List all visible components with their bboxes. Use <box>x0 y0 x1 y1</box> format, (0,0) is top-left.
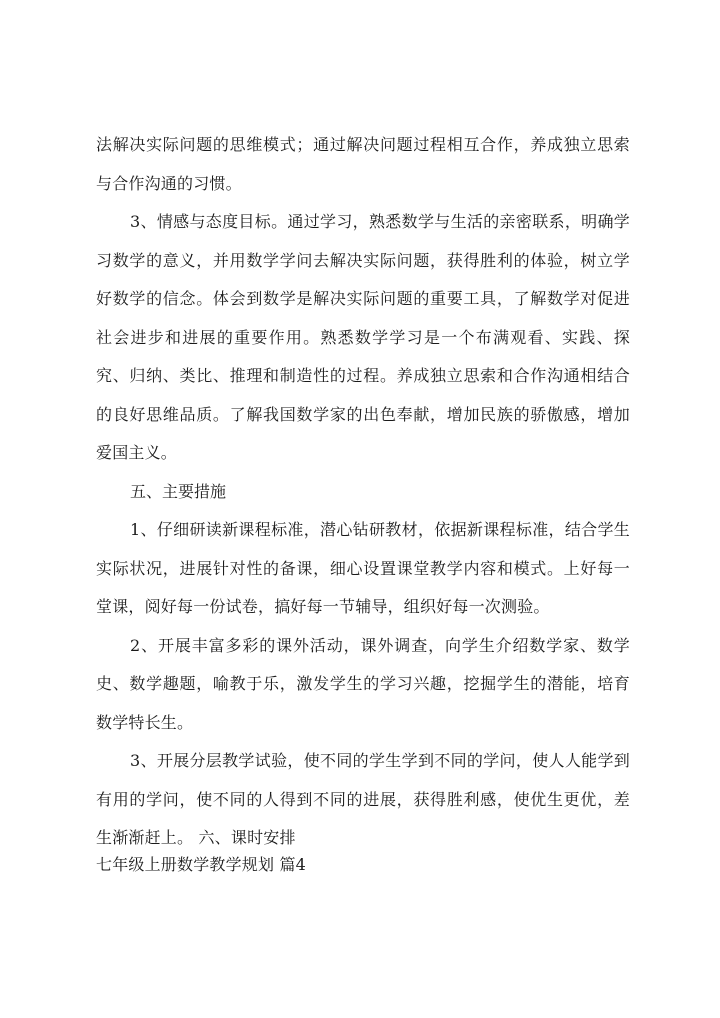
document-body <box>96 126 630 858</box>
paragraph-measure-1: 1、仔细研读新课程标准，潜心钻研教材，依据新课程标准，结合学生实际状况，进展针对性的备课，细心设置课堂教学内容和模式。上好每一堂课，阅好每一份试卷，搞好每一节辅导，组织好每一次测验。 <box>96 520 630 616</box>
paragraph-measure-3: 3、开展分层教学试验，使不同的学生学到不同的学问，使人人能学到有用的学问，使不同的人得到不同的进展，获得胜利感，使优生更优，差生渐渐赶上。 六、课时安排 <box>96 751 630 847</box>
paragraph-emotional-goals: 3、情感与态度目标。通过学习，熟悉数学与生活的亲密联系，明确学习数学的意义，并用数学学问去解决实际问题，获得胜利的体验，树立学好数学的信念。体会到数学是解决实际问题的重要工具，了解数学对促进社会进步和进展的重要作用。熟悉数学学习是一个布满观看、实践、探究、归纳、类比、推理和制造性的过程。养成独立思索和合作沟通相结合的良好思维品质。了解我国数学家的出色奉献，增加民族的骄傲感，增加爱国主义。 <box>96 212 630 462</box>
paragraph-measure-2: 2、开展丰富多彩的课外活动，课外调查，向学生介绍数学家、数学史、数学趣题，喻教于乐，激发学生的学习兴趣，挖掘学生的潜能，培育数学特长生。 <box>96 635 630 732</box>
section-heading-measures: 五、主要措施 <box>130 481 227 501</box>
paragraph-continuation: 法解决实际问题的思维模式；通过解决问题过程相互合作，养成独立思索与合作沟通的习惯。 <box>96 135 630 193</box>
next-section-title: 七年级上册数学教学规划 篇4 <box>96 855 307 874</box>
